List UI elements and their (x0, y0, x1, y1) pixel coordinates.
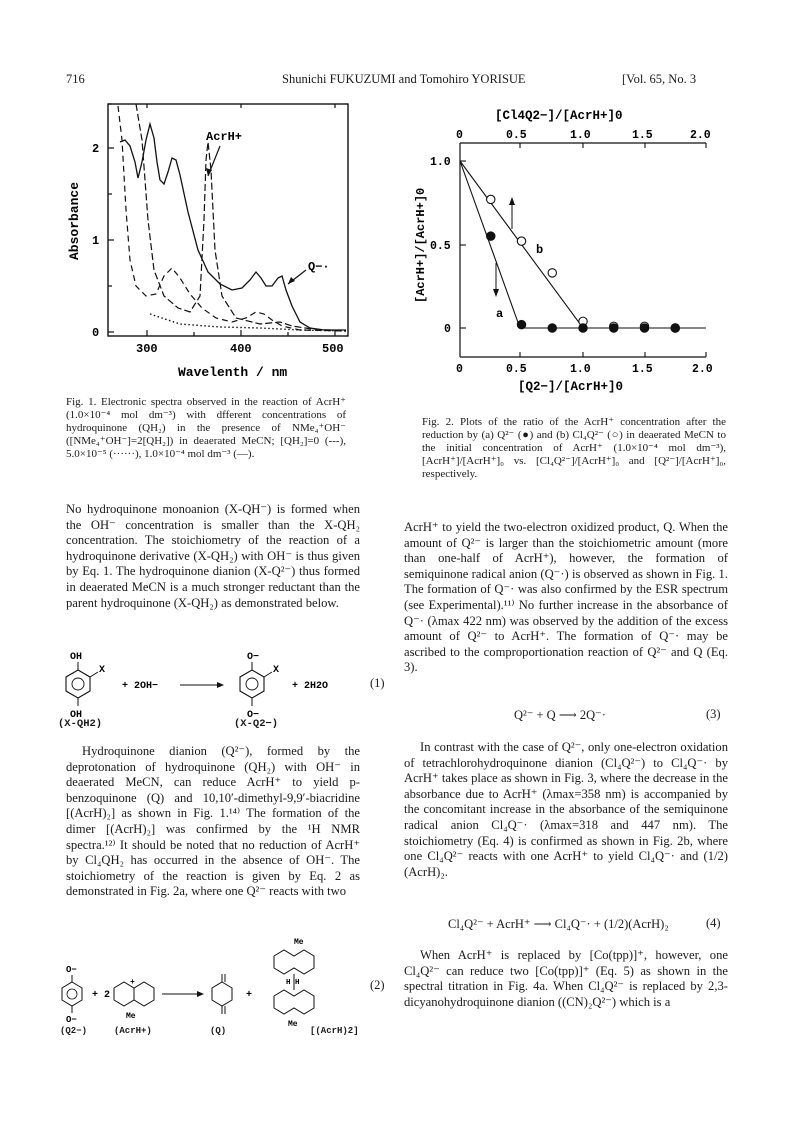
volume-info: [Vol. 65, No. 3 (622, 72, 697, 86)
fig2-top-tick-3: 1.5 (632, 129, 653, 142)
fig1-curve-solid (120, 124, 346, 330)
fig1-caption: Fig. 1. Electronic spectra observed in the reaction of AcrH⁺ (1.0×10⁻⁴ mol dm⁻³) with dfferent concentrations of hydroquinone (QH₂) in the presence of NMe₄⁺OH⁻ ([NMe₄⁺OH⁻]=2[QH₂]) in deaerated MeCN; [QH₂]=0 (---), 5.0×10⁻⁵ (······), 1.0×10⁻⁴ mol dm⁻³ (—). (66, 396, 346, 460)
eq2-biacridine-bottom (274, 990, 314, 1014)
fig1-ytick-0: 0 (92, 326, 100, 340)
right-paragraph-3-text: When AcrH⁺ is replaced by [Co(tpp)]⁺, however, one Cl₄Q²⁻ can reduce two [Co(tpp)]⁺ (Eq. 5) as shown in the spectral titration in Fig. 4a. When Cl₄Q²⁻ is replaced by 2,3-dicyanohydroquinone dianion ((CN)₂Q²⁻) which is a (404, 948, 728, 1009)
eq2-plus-sign: + (130, 978, 135, 987)
eq2-label-q2: (Q2−) (60, 1026, 88, 1036)
fig1-xlabel: Wavelenth / nm (178, 365, 288, 380)
fig1-label-q: Q−· (308, 260, 330, 274)
fig1-ytick-1: 1 (92, 234, 100, 248)
fig2-bottom-tick-0: 0 (456, 363, 463, 376)
eq2-o-bot: O− (66, 1015, 77, 1025)
eq1-structures (60, 648, 370, 728)
left-paragraph-2 (66, 744, 360, 900)
fig2-top-ticks (456, 129, 711, 142)
fig2-point-a-2 (517, 320, 525, 328)
fig2-point-a-5 (610, 324, 618, 332)
fig2-top-tick-0: 0 (456, 129, 463, 142)
eq1-oh-top: OH (70, 652, 83, 663)
fig2-bottom-tick-4: 2.0 (692, 363, 713, 376)
fig1-xtick-400: 400 (230, 342, 252, 356)
equation-4: Cl₄Q²⁻ + AcrH⁺ ⟶ Cl₄Q⁻· + (1/2)(AcrH)₂ (448, 917, 669, 931)
eq1-x2: X (273, 665, 280, 676)
left-paragraph-2-text: Hydroquinone dianion (Q²⁻), formed by the deprotonation of hydroquinone (QH₂) with OH⁻ in deaerated MeCN, can reduce AcrH⁺ to yield p-benzoquinone (Q) and 10,10′-dimethyl-9,9′-biacridine [(AcrH)₂] as shown in Fig. 1.¹⁴⁾ The formation of the dimer [(AcrH)₂] was confirmed by the ¹H NMR spectra.¹²⁾ It should be noted that no reduction of AcrH⁺ by Cl₄QH₂ has occurred in the absence of OH⁻. The stoichiometry of the reaction is given by Eq. 2 as demonstrated in Fig. 2a, where one Q²⁻ reacts with two (66, 744, 360, 899)
equation-3: Q²⁻ + Q ⟶ 2Q⁻· (514, 708, 606, 722)
fig2-bottom-tick-1: 0.5 (506, 363, 527, 376)
right-paragraph-2 (404, 740, 728, 880)
left-paragraph-1: No hydroquinone monoanion (X-QH⁻) is formed when the OH⁻ concentration is smaller than the X-QH₂ concentration. The stoichiometry of the reaction of a hydroquinone derivative (X-QH₂) with OH⁻ is thus given by Eq. 1. The hydroquinone dianion (X-Q²⁻) thus formed in deaerated MeCN is a much stronger reductant than the parent hydroquinone (X-QH₂) as demonstrated below. (66, 502, 360, 610)
right-paragraph-3 (404, 948, 728, 1010)
fig2-point-a-7 (671, 324, 679, 332)
eq1-x1: X (99, 665, 106, 676)
eq2-o-top: O− (66, 965, 77, 975)
eq2-ring-q (212, 982, 232, 1006)
fig2-ylabel: [AcrH+]/[AcrH+]0 (414, 187, 428, 303)
fig2-bottom-tick-3: 1.5 (632, 363, 653, 376)
eq2-label-acrh2: [(AcrH)2] (310, 1026, 359, 1036)
eq2-h-pair: H H (286, 979, 300, 987)
fig2-point-b-1 (487, 195, 495, 203)
equation-3-number: (3) (706, 707, 721, 721)
fig2-label-a: a (496, 307, 504, 321)
fig2-top-axis-label: [Cl4Q2−]/[AcrH+]0 (495, 109, 623, 123)
equation-4-number: (4) (706, 916, 721, 930)
fig1-label-acrh: AcrH+ (206, 130, 243, 144)
eq1-ring-right (240, 670, 264, 698)
fig2-arrow-b-head (509, 197, 515, 205)
figure-2 (400, 103, 740, 393)
equation-1 (58, 648, 385, 730)
fig2-ytick-05: 0.5 (430, 240, 451, 253)
fig2-top-tick-1: 0.5 (506, 129, 527, 142)
fig2-bottom-axis-label: [Q2−]/[AcrH+]0 (518, 380, 624, 394)
fig2-point-a-1 (487, 232, 495, 240)
fig2-top-tick-2: 1.0 (570, 129, 591, 142)
fig2-line-b (460, 161, 706, 328)
eq2-label-q: (Q) (210, 1026, 227, 1036)
fig2-point-a-4 (579, 324, 587, 332)
eq1-o-top: O− (247, 652, 260, 663)
fig2-ytick-0: 0 (444, 323, 451, 336)
eq2-number: (2) (370, 978, 385, 992)
eq2-plus-2: + (246, 990, 253, 1001)
fig1-xtick-500: 500 (322, 342, 344, 356)
fig1-ytick-2: 2 (92, 142, 100, 156)
fig2-bottom-tick-2: 1.0 (570, 363, 591, 376)
eq2-ring-q2 (62, 982, 82, 1006)
eq1-ring-left (66, 670, 90, 698)
fig2-top-tick-4: 2.0 (690, 129, 711, 142)
fig1-arrow-q-head (288, 277, 295, 284)
page-number: 716 (66, 72, 85, 86)
eq2-biacridine-top (274, 950, 314, 974)
eq1-oh-bot: OH (70, 710, 83, 721)
eq1-label-right: (X-Q2−) (234, 718, 279, 730)
fig2-ytick-1: 1.0 (430, 156, 451, 169)
eq1-o-bot: O− (247, 710, 260, 721)
eq2-label-acrh: (AcrH+) (114, 1026, 152, 1036)
fig2-caption: Fig. 2. Plots of the ratio of the AcrH⁺ concentration after the reduction by (a) Q²⁻ (●) and (b) Cl₄Q²⁻ (○) in deaerated MeCN to the initial concentration of AcrH⁺ (1.0×10⁻⁴ mol dm⁻³), [AcrH⁺]/[AcrH⁺]₀ vs. [Cl₄Q²⁻]/[AcrH⁺]₀ and [Q²⁻]/[AcrH⁺]₀, respectively. (422, 416, 726, 480)
equation-2 (60, 938, 385, 1036)
fig2-point-b-3 (548, 269, 556, 277)
figure-1 (60, 100, 360, 385)
eq1-product: + 2H2O (292, 681, 329, 692)
fig2-point-a-6 (640, 324, 648, 332)
eq1-reagent: + 2OH− (122, 681, 159, 692)
eq2-me: Me (126, 1012, 136, 1021)
right-paragraph-1: AcrH⁺ to yield the two-electron oxidized product, Q. When the amount of Q²⁻ is larger than the stoichiometric amount (more than one-half of AcrH⁺), however, the formation of semiquinone radical anion (Q⁻·) is observed as shown in Fig. 1. The formation of Q⁻· was also confirmed by the ESR spectrum (see Experimental).¹¹⁾ No further increase in the absorbance of Q⁻· (λmax 422 nm) was observed by the addition of the excess amount of Q²⁻ to AcrH⁺. The formation of Q⁻· may be ascribed to the comproportionation reaction of Q²⁻ and Q (Eq. 3). (404, 520, 728, 675)
running-authors: Shunichi FUKUZUMI and Tomohiro YORISUE (282, 72, 526, 86)
eq2-structures (60, 938, 360, 1029)
right-paragraph-2-text: In contrast with the case of Q²⁻, only one-electron oxidation of tetrachlorohydroquinone dianion (Cl₄Q²⁻) to Cl₄Q⁻· by AcrH⁺ takes place as shown in Fig. 3, where the decrease in the absorbance due to AcrH⁺ (λmax=358 nm) is accompanied by the concomitant increase in the absorbance of the semiquinone radical anion Cl₄Q⁻· (λmax=318 and 447 nm). The stoichiometry (Eq. 4) is confirmed as shown in Fig. 2b, where one Cl₄Q²⁻ reacts with one AcrH⁺ to yield Cl₄Q⁻· and (1/2) (AcrH)₂. (404, 740, 728, 879)
fig2-line-a (460, 161, 706, 328)
fig2-point-b-2 (517, 237, 525, 245)
fig2-label-b: b (536, 243, 544, 257)
eq1-label-left: (X-QH2) (58, 718, 103, 730)
fig1-ylabel: Absorbance (67, 181, 82, 260)
eq2-me-bot: Me (288, 1020, 298, 1029)
fig2-arrow-a-head (493, 289, 499, 297)
eq2-me-top: Me (294, 938, 304, 947)
eq1-number: (1) (370, 676, 385, 690)
eq2-coef: 2 (104, 990, 111, 1001)
fig2-points-b (487, 195, 680, 332)
eq2-plus-1: + (92, 990, 99, 1001)
fig2-point-a-3 (548, 324, 556, 332)
fig1-xtick-300: 300 (136, 342, 158, 356)
